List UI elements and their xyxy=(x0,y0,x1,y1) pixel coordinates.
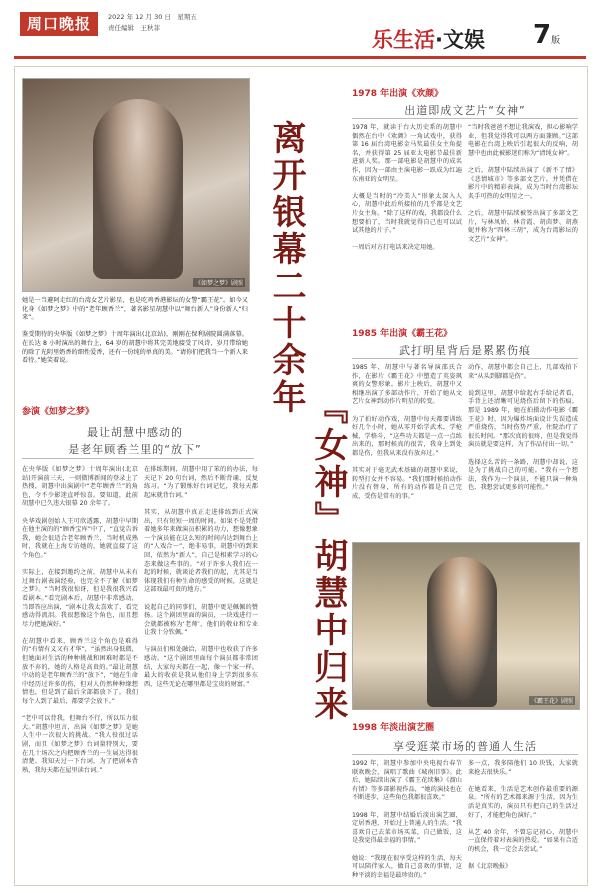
photo-figure xyxy=(93,99,183,279)
page-number-suffix: 版 xyxy=(551,36,561,46)
section-1985-body-b: 动作，胡慧中都会自己上，几部戏拍下来“从头到脚都是伤”。 说到这里，胡慧中给起右手给记者看，手背上还清晰可见烧伤后留下的伤痕。那是 1989 年，她在拍摄动作电影《霸王花》时，因为爆炸场面设计失误造成严重烧伤，当时伤势严重，住院治疗了很长时间。“那次真的很疼，但是我觉得演员就是要这样，为了作品付出一切。” 选择这么苦的一条路，胡慧中却说，这是为了挑战自己的可能。“我有一个想法，我作为一个演员，不能只演一种角色，我想尝试更多的可能性。” xyxy=(468,364,578,492)
photo-caption: 《如梦之梦》剧照 xyxy=(194,280,243,287)
section-1978-label: 1978 年出演《欢颜》 xyxy=(352,89,444,99)
section-1985-label: 1985 年出演《霸王花》 xyxy=(352,329,453,339)
section-name-sub: ·文娱 xyxy=(435,28,485,52)
section-1978-title: 出道即成文艺片“女神” xyxy=(404,104,526,117)
photo-caption: 《霸王花》剧照 xyxy=(530,698,573,705)
section-1985-title: 武打明星背后是累累伤痕 xyxy=(399,344,531,357)
flower-police-photo xyxy=(352,542,580,710)
page-number xyxy=(533,20,560,50)
editor-credit: 责任编辑 王秋菲 xyxy=(108,24,160,32)
masthead-rule xyxy=(14,56,586,59)
newspaper-logo: 周口晚报 xyxy=(20,12,98,36)
section-dream-rule xyxy=(22,458,254,459)
masthead xyxy=(0,0,600,62)
headline-line-1: 离开银幕二十余年 xyxy=(266,120,306,416)
page-number-digit: 7 xyxy=(533,20,552,50)
section-1985-rule xyxy=(352,358,578,359)
section-dream-title-2: 是老年顾香兰里的“放下” xyxy=(68,443,202,456)
section-1998-label: 1998 年淡出演艺圈 xyxy=(352,723,435,733)
photo-figure xyxy=(427,557,497,707)
intro-paragraph: 她是一当避阿走红的台湾女艺片影星，也是吃鸡香港影坛的女警“霸王花”。如今又化身《如梦之梦》中的“老年顾香兰”，著名影星胡慧中以“舞台新人”身份新人“归来”。 鉴受期待的央华版《如梦之梦》十周年演出(北京站)，刚刚在保利剧院圆满落幕。在长达 8 小时演出的舞台上，64 岁的胡慧中将其完美地接受了风诗，岁月带给她的除了光阴里奶香的细性爱香，还有一份纯的单真的美。“请你们把我当一个新人来看待。”她笑着说。 xyxy=(22,297,248,365)
headline-line-2: 『女神』胡慧中归来 xyxy=(308,390,348,723)
section-dream-label: 参演《如梦之梦》 xyxy=(22,407,95,417)
headline-block xyxy=(262,120,346,860)
section-name-main: 乐生活 xyxy=(372,27,435,52)
issue-date: 2022 年 12 月 30 日 星期五 xyxy=(108,13,197,21)
section-dream-title-1: 最让胡慧中感动的 xyxy=(87,426,183,439)
section-1978-body-a: 1978 年，就读于台大历史系的胡慧中偶然在台中《欢颜》一角试戏中，获得第 16 届台湾电影金马奖最佳女主角提名，并获得第 25 届亚太电影节最佳新进新人奖。那一部电影是胡慧中的成名作，因为一部由主演电影一跃成为红遍东南亚的女明星。 大概是当时的“冷美人”形象太深入人心，胡慧中此后所接拍的几乎都是文艺片女主角。“除了这样的戏，我都没什么想要拍了，当时我就觉得自己也可以试试其他的片子。” 一周后对方打电话来决定用她。 xyxy=(352,124,462,252)
section-1998-body-a: 1992 年，胡慧中参加中央电视台春节联欢晚会，演唱了歌曲《城南旧事》。此后，她陆续出演了《霸王花续集》《溜山有情》等多部影视作品，“她的演技也在不断进步，这些角色我都很喜欢。” 1998 年，胡慧中结婚后淡出演艺圈，定居香港，开始过上普通人的生活。“我喜欢自己去菜市场买菜，自己做饭，这是我觉得最幸福的事情。” 她说：“我现在很享受这样的生活，每天可以陪伴家人，做自己喜欢的事情，这种平淡的幸福是最珍贵的。” xyxy=(352,760,462,879)
section-1985-body-a: 1985 年，胡慧中与著名导演邵氏合作，在影片《霸王花》中塑造了英姿飒爽的女警形象。影片上映后，胡慧中又相继出演了多部动作片，开始了她从文艺片女神到动作片明星的转变。 为了拍好动作戏，胡慧中每天都要训练好几个小时，她从零开始学武术，学枪械，学格斗，“这些功夫都是一点一点练出来的，那时候真的很苦，我身上到处都是伤，但我从来没有放弃过。” 其实对于毫无武术基础的胡慧中来说，转型打女并不容易。“我们那时候拍动作片没有替身，所有的动作都是自己完成，受伤是常有的事。” xyxy=(352,364,462,500)
section-1998-title: 享受逛菜市场的普通人生活 xyxy=(393,740,537,753)
section-1978-rule xyxy=(352,118,578,119)
section-name xyxy=(372,24,485,54)
section-1998-body-b: 多一点，我多陪他们 10 块钱，大家就来抢去很快乐。” 在她看来，生活是艺术创作最重要的源泉。“所有的艺术都来源于生活，因为生活是真实的，演员只有把自己的生活过好了，才能把角色演好。” 从艺 40 余年，不曾忘记初心，胡慧中一直保持着对表演的热爱。“如果有合适的机会，我一定会去尝试。” 据《北京晚报》 xyxy=(468,760,578,871)
section-1998-rule xyxy=(352,754,578,755)
dream-play-photo xyxy=(22,78,250,292)
section-1978-body-b: “当时我爸爸不想让我演戏，担心影响学业，但我觉得我可以两方面兼顾。”这部电影在台湾上映后引起很大的反响，胡慧中也由此被影迷们称为“清纯女神”。 之后，胡慧中陆续出演了《新不了情》《悲情城市》等多部文艺片，并凭借在影片中的精彩表演，成为当时台湾影坛炙手可热的女明星之一。 之后，胡慧中陆续被签出演了多部文艺片，与林凤娇、林青霞、胡茵梦、胡燕妮并称为“四林三胡”，成为台湾影坛的文艺片“女神”。 xyxy=(468,124,578,243)
section-dream-body-b: 在排练期间，胡慧中用了笨的的办法，每天记下 20 句台词，然后不断背诵、反复练习。“为了锻炼好台词记忆，我每天都起床就背台词。” 其实，从胡慧中真正走进排练到正式演出，只有短短一周的时间。如果不是凭借着她多年来做演员积累的功力，想像想象一个演员能在这么短的时间内达到舞台上的“人戏合一”，绝非易事，胡慧中的到来回，依然为“新人”，自己是相素学习的心态来做这些事的。“对于许多人我们在一起的时候，就谈论者我们的起，尤其是当体现我们有种生命的感受的时候，这就是这部戏最可贵的地方。” 说起自己的同事们，胡慧中更是佩佩的赞扬。这个剧团里面的演员，一块戏进行一会就都被称为‘老师’，他们的敬业和专业让我十分钦佩。” 与演员们相处融洽，胡慧中也收获了许多感动。“这个剧团里面每个演员都非常团结，大家每天都在一起，像一个家一样。最大的收获是我从他们身上学到很多东西，这些无论在哪里都是宝贵的财富。” xyxy=(144,466,258,688)
section-dream-body-a: 在央华版《如梦之梦》十周年演出(北京站)开演前三天，一则微博新闻的登录上了热搜，胡慧中出演剧中“老年顾香兰”的角色，令不少影迷直呼惊喜。要知道，此前胡慧中已久违大银幕 20 余年了。 央华戏剧创始人王可欣透露，胡慧中早期在他主演的的“顾香宝库”中了，“直觉告诉我，她会很适合老年顾香兰，当时机成熟时，我就在上海专访她的，她就直接了这个角色。” 实际上，在接到邀约之前，胡慧中从未有过舞台剧表演经验，也完全不了解《如梦之梦》。“当时我很惊讶，但是我很我兴看看剧本。”看完剧本后，胡慧中非常感动，当即答应出演，“剧本让我太喜欢了，看完感动得流泪。我很想像这个角色，而且想尽力把她演好。” 在胡慧中看来，顾香兰这个角色是难得的“有情有义又有才华”，“虽然出身低微，但她面对生活的种种挑战和困难时都是不放不弃的，她的人格是高贵的。”最让胡慧中动的是老年顾香兰的“放下”，“她在生命中经历过许多的伤，但对人仍然种种缘想情也，但是到了最后全部都放下了。我们每个人到了最后，都要学会放下。” “老中可以背我，但舞台不行，所以压力很大。”胡慧中坦言，出演《如梦之梦》是她人生中一次很大的挑战。“我人役很过话剧，而且《如梦之梦》台词量特别大，要在几十场次之内把顾香兰的一生展达得很清楚。我知天过一下台词，为了把剧本背熟，我每天都在屋里读台词。” xyxy=(22,466,138,774)
